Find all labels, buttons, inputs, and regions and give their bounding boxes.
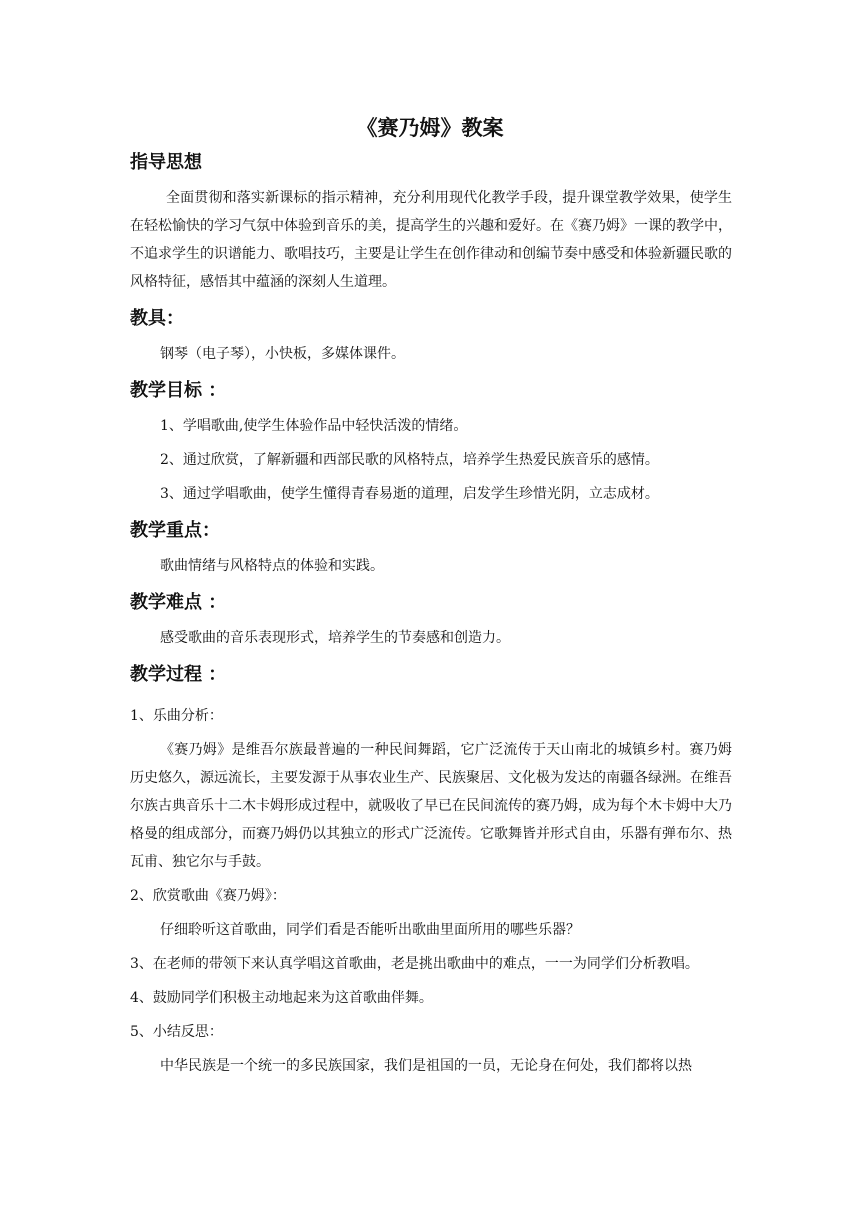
goal-item-1: 1、学唱歌曲,使学生体验作品中轻快活泼的情绪。 [160,418,468,434]
heading-teaching-process: 教学过程 ： [130,664,227,685]
process-step-1-label: 1、乐曲分析： [130,708,223,724]
key-points-paragraph: 歌曲情绪与风格特点的体验和实践。 [160,558,384,574]
difficulties-paragraph: 感受歌曲的音乐表现形式，培养学生的节奏感和创造力。 [160,630,510,646]
guiding-thought-paragraph: 全面贯彻和落实新课标的指示精神，充分利用现代化教学手段，提升课堂教学效果，使学生在轻松愉快的学习气氛中体验到音乐的美，提高学生的兴趣和爱好。在《赛乃姆》一课的教学中，不追求学生的识谱能力、歌唱技巧，主要是让学生在创作律动和创编节奏中感受和体验新疆民歌的风格特征，感悟其中蕴涵的深刻人生道理。 [130,190,732,290]
process-step-3: 3、在老师的带领下来认真学唱这首歌曲，老是挑出歌曲中的难点，一一为同学们分析教唱。 [130,956,699,972]
process-step-5-label: 5、小结反思： [130,1024,223,1040]
teaching-tools-paragraph: 钢琴（电子琴），小快板，多媒体课件。 [160,346,405,362]
process-step-2-label: 2、欣赏歌曲《赛乃姆》： [130,888,286,904]
document-title: 《赛乃姆》教案 [356,115,504,140]
document-body [130,146,732,1080]
goal-item-3: 3、通过学唱歌曲，使学生懂得青春易逝的道理，启发学生珍惜光阴，立志成材。 [160,486,659,502]
heading-teaching-goals: 教学目标 ： [130,380,227,401]
process-step-4: 4、鼓励同学们积极主动地起来为这首歌曲伴舞。 [130,990,433,1006]
process-step-1-paragraph: 《赛乃姆》是维吾尔族最普遍的一种民间舞蹈，它广泛流传于天山南北的城镇乡村。赛乃姆历史悠久，源远流长，主要发源于从事农业生产、民族聚居、文化极为发达的南疆各绿洲。在维吾尔族古典音乐十二木卡姆形成过程中，就吸收了早已在民间流传的赛乃姆，成为每个木卡姆中大乃格曼的组成部分，而赛乃姆仍以其独立的形式广泛流传。它歌舞皆并形式自由，乐器有弹布尔、热瓦甫、独它尔与手鼓。 [130,742,732,870]
heading-key-points: 教学重点： [130,520,220,541]
heading-difficulties: 教学难点 ： [130,592,227,613]
goal-item-2: 2、通过欣赏，了解新疆和西部民歌的风格特点，培养学生热爱民族音乐的感情。 [160,452,659,468]
heading-teaching-tools: 教具： [130,308,184,329]
heading-guiding-thought: 指导思想 [130,152,202,173]
process-step-2-paragraph: 仔细聆听这首歌曲，同学们看是否能听出歌曲里面所用的哪些乐器？ [160,922,580,938]
process-step-5-paragraph: 中华民族是一个统一的多民族国家，我们是祖国的一员，无论身在何处，我们都将以热 [160,1058,692,1074]
